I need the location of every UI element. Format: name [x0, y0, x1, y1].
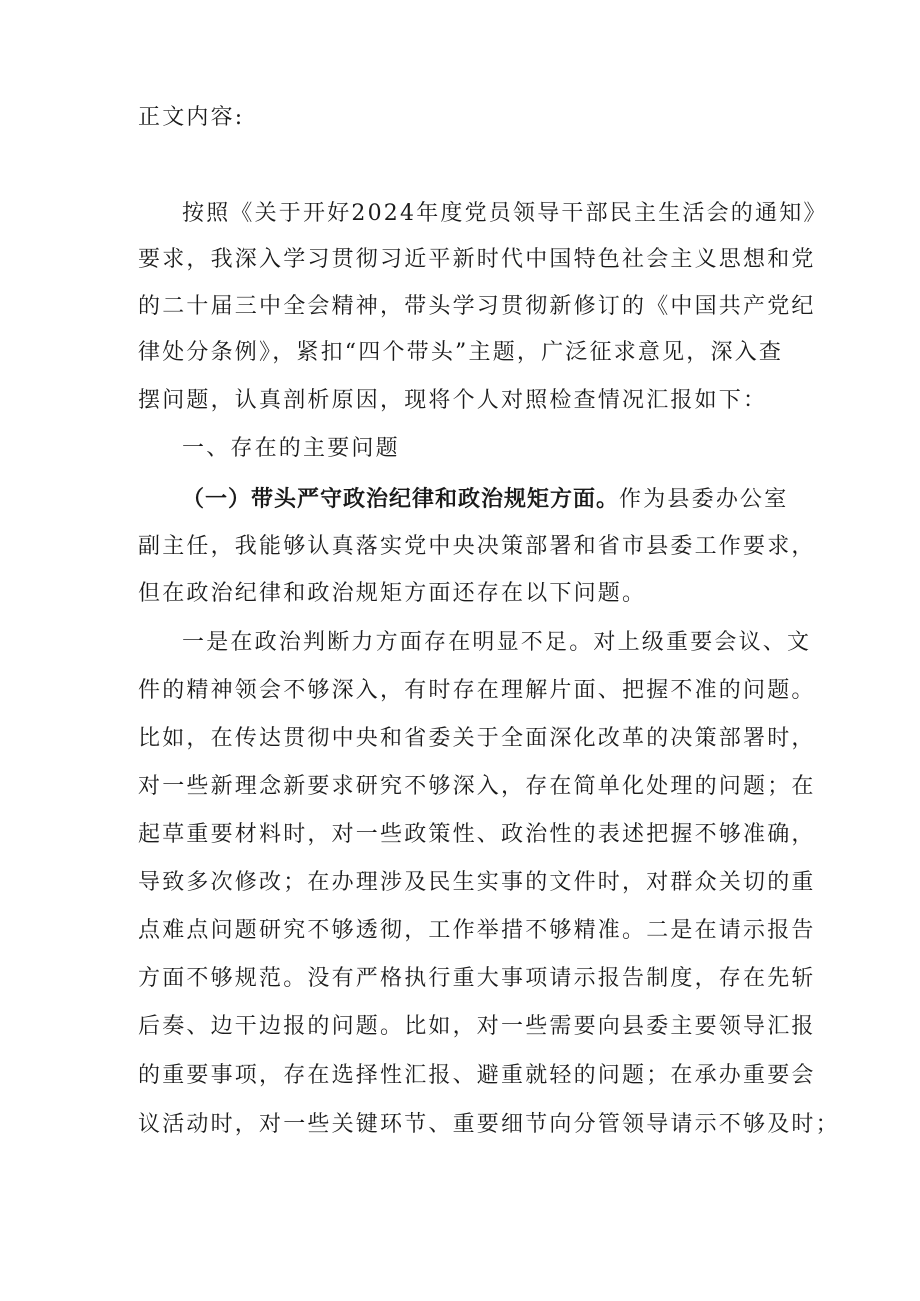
- body-line-8: 方面不够规范。没有严格执行重大事项请示报告制度，存在先斩: [138, 966, 816, 991]
- body-line-2: 件的精神领会不够深入，有时存在理解片面、把握不准的问题。: [138, 678, 816, 703]
- subsection-text-3: 但在政治纪律和政治规矩方面还存在以下问题。: [138, 581, 647, 606]
- subsection-title: （一）带头严守政治纪律和政治规矩方面。: [182, 486, 620, 512]
- body-line-10: 的重要事项，存在选择性汇报、避重就轻的问题；在承办重要会: [138, 1063, 816, 1088]
- body-line-3: 比如，在传达贯彻中央和省委关于全面深化改革的决策部署时，: [138, 726, 816, 751]
- body-line-6: 导致多次修改；在办理涉及民生实事的文件时，对群众关切的重: [138, 870, 816, 895]
- intro-line-4: 律处分条例》，紧扣“四个带头”主题，广泛征求意见，深入查: [138, 340, 784, 365]
- subsection-text-2: 副主任，我能够认真落实党中央决策部署和省市县委工作要求，: [138, 534, 816, 559]
- subsection-first-line: [182, 484, 788, 515]
- intro-line-5: 摆问题，认真剖析原因，现将个人对照检查情况汇报如下：: [138, 388, 768, 413]
- subsection-text-1: 作为县委办公室: [619, 487, 789, 512]
- body-line-7: 点难点问题研究不够透彻，工作举措不够精准。二是在请示报告: [138, 918, 816, 943]
- body-line-9: 后奏、边干边报的问题。比如，对一些需要向县委主要领导汇报: [138, 1014, 816, 1039]
- body-line-11: 议活动时，对一些关键环节、重要细节向分管领导请示不够及时；: [138, 1112, 840, 1137]
- intro-line-3: 的二十届三中全会精神，带头学习贯彻新修订的《中国共产党纪: [138, 294, 816, 319]
- body-line-1: 一是在政治判断力方面存在明显不足。对上级重要会议、文: [182, 630, 812, 655]
- section-title: 一、存在的主要问题: [182, 436, 400, 461]
- intro-line-1: 按照《关于开好2024年度党员领导干部民主生活会的通知》: [182, 201, 828, 226]
- body-line-5: 起草重要材料时，对一些政策性、政治性的表述把握不够准确，: [138, 822, 816, 847]
- body-line-4: 对一些新理念新要求研究不够深入，存在简单化处理的问题；在: [138, 774, 816, 799]
- intro-line-2: 要求，我深入学习贯彻习近平新时代中国特色社会主义思想和党: [138, 247, 816, 272]
- content-label: 正文内容:: [138, 105, 245, 130]
